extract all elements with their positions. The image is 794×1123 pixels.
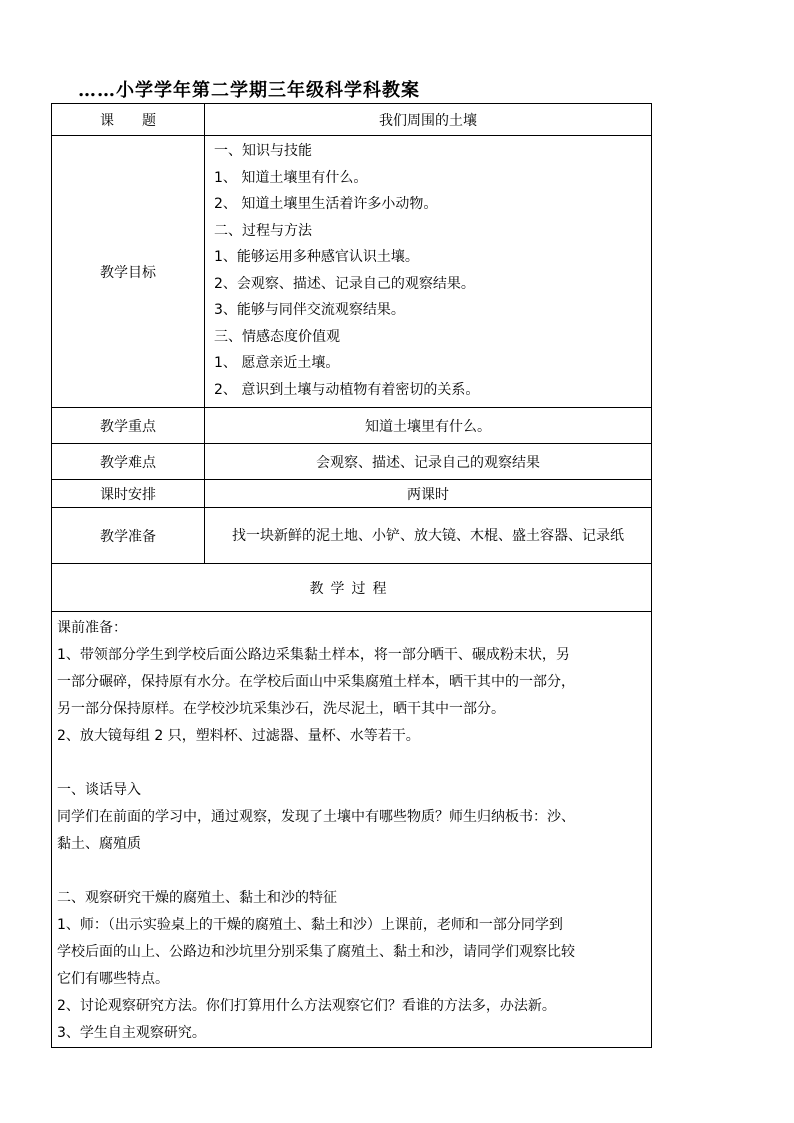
schedule-value: 两课时 [205, 480, 652, 508]
process-blank-line [57, 750, 647, 777]
process-line: 一、谈话导入 [57, 782, 141, 798]
objective-line: 二、过程与方法 [214, 222, 312, 239]
difficulty-label: 教学难点 [52, 444, 205, 480]
process-header: 教学过程 [52, 564, 652, 612]
process-line: 黏土、腐殖质 [57, 836, 141, 852]
objectives-row [52, 136, 652, 408]
key-point-label: 教学重点 [52, 408, 205, 444]
process-line: 二、观察研究干燥的腐殖土、黏土和沙的特征 [57, 890, 337, 906]
process-line: 同学们在前面的学习中，通过观察，发现了土壤中有哪些物质？师生归纳板书：沙、 [57, 809, 575, 825]
process-content [52, 612, 652, 1048]
schedule-row [52, 480, 652, 508]
objective-line: 2、 意识到土壤与动植物有着密切的关系。 [214, 381, 480, 398]
process-line: 课前准备： [57, 620, 127, 636]
objective-line: 3、能够与同伴交流观察结果。 [214, 302, 405, 318]
objective-line: 一、知识与技能 [214, 143, 312, 159]
topic-value: 我们周围的土壤 [205, 104, 652, 136]
objective-line: 三、情感态度价值观 [214, 328, 340, 345]
process-row [52, 612, 652, 1048]
objective-line: 2、 知道土壤里生活着许多小动物。 [214, 196, 438, 212]
difficulty-row [52, 444, 652, 480]
objective-line: 1、能够运用多种感官认识土壤。 [214, 249, 419, 265]
process-line: 一部分碾碎，保持原有水分。在学校后面山中采集腐殖土样本，晒干其中的一部分， [57, 674, 575, 690]
document-title: ……小学学年第二学期三年级科学科教案 [78, 80, 420, 101]
process-line: 1、带领部分学生到学校后面公路边采集黏土样本，将一部分晒干、碾成粉末状，另 [57, 647, 570, 663]
objective-line: 1、 愿意亲近土壤。 [214, 355, 340, 371]
schedule-label: 课时安排 [52, 480, 205, 508]
process-line: 1、师：（出示实验桌上的干燥的腐殖土、黏土和沙）上课前，老师和一部分同学到 [57, 917, 563, 933]
key-point-row [52, 408, 652, 444]
objective-line: 1、 知道土壤里有什么。 [214, 169, 368, 186]
process-header-row [52, 564, 652, 612]
preparation-value: 找一块新鲜的泥土地、小铲、放大镜、木棍、盛土容器、记录纸 [205, 508, 652, 564]
process-line: 3、学生自主观察研究。 [57, 1025, 206, 1041]
topic-label: 课 题 [52, 104, 205, 136]
process-line: 它们有哪些特点。 [57, 971, 169, 987]
process-blank-line [57, 858, 647, 885]
key-point-value: 知道土壤里有什么。 [205, 408, 652, 444]
objectives-label: 教学目标 [52, 136, 205, 408]
objectives-content [205, 136, 652, 408]
difficulty-value: 会观察、描述、记录自己的观察结果 [205, 444, 652, 480]
preparation-label: 教学准备 [52, 508, 205, 564]
lesson-plan-table [51, 103, 652, 1048]
preparation-row [52, 508, 652, 564]
process-line: 另一部分保持原样。在学校沙坑采集沙石，洗尽泥土，晒干其中一部分。 [57, 701, 505, 717]
objective-line: 2、会观察、描述、记录自己的观察结果。 [214, 275, 475, 292]
process-line: 2、讨论观察研究方法。你们打算用什么方法观察它们？看谁的方法多，办法新。 [57, 998, 556, 1014]
topic-row [52, 104, 652, 136]
process-line: 2、放大镜每组 2 只，塑料杯、过滤器、量杯、水等若干。 [57, 728, 420, 744]
process-line: 学校后面的山上、公路边和沙坑里分别采集了腐殖土、黏土和沙，请同学们观察比较 [57, 944, 575, 960]
